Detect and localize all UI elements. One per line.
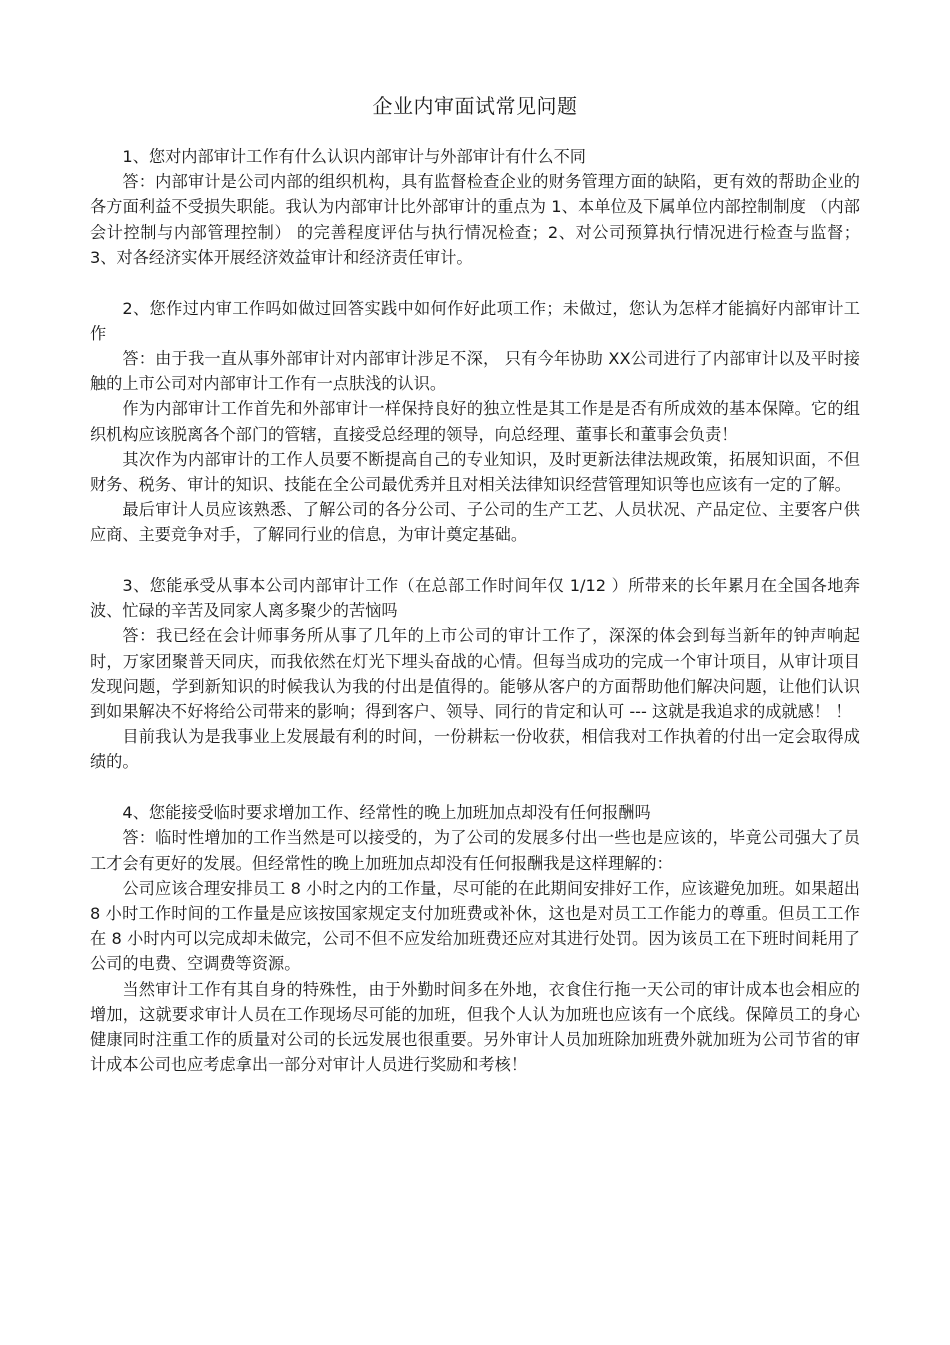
section-spacer [90,548,860,574]
answer-2-paragraph-2: 作为内部审计工作首先和外部审计一样保持良好的独立性是其工作是是否有所成效的基本保障。它的组织机构应该脱离各个部门的管辖，直接受总经理的领导，向总经理、董事长和董事会负责！ [90,399,860,444]
question-1: 1、您对内部审计工作有什么认识内部审计与外部审计有什么不同 [122,147,586,166]
document-title: 企业内审面试常见问题 [372,94,578,118]
answer-2-paragraph-3: 其次作为内部审计的工作人员要不断提高自己的专业知识，及时更新法律法规政策，拓展知识面，不但财务、税务、审计的知识、技能在全公司最优秀并且对相关法律知识经营管理知识等也应该有一定的了解。 [90,449,860,494]
answer-4-paragraph-3: 当然审计工作有其自身的特殊性，由于外勤时间多在外地，衣食住行拖一天公司的审计成本也会相应的增加，这就要求审计人员在工作现场尽可能的加班，但我个人认为加班也应该有一个底线。保障员工的身心健康同时注重工作的质量对公司的长远发展也很重要。另外审计人员加班除加班费外就加班为公司节省的审计成本公司也应考虑拿出一部分对审计人员进行奖励和考核！ [90,979,860,1075]
answer-3-paragraph-1: 答：我已经在会计师事务所从事了几年的上市公司的审计工作了，深深的体会到每当新年的钟声响起时，万家团聚普天同庆，而我依然在灯光下埋头奋战的心情。但每当成功的完成一个审计项目，从审计项目发现问题，学到新知识的时候我认为我的付出是值得的。能够从客户的方面帮助他们解决问题，让他们认识到如果解决不好将给公司带来的影响；得到客户、领导、同行的肯定和认可 --- 这就是我追求的成就感！ ！ [90,626,860,722]
answer-2-paragraph-1: 答：由于我一直从事外部审计对内部审计涉足不深， 只有今年协助 XX公司进行了内部审计以及平时接触的上市公司对内部审计工作有一点肤浅的认识。 [90,348,860,394]
answer-2-paragraph-4: 最后审计人员应该熟悉、了解公司的各分公司、子公司的生产工艺、人员状况、产品定位、主要客户供应商、主要竞争对手，了解同行业的信息，为审计奠定基础。 [90,500,860,545]
qa-section-3 [90,573,860,775]
question-2: 2、您作过内审工作吗如做过回答实践中如何作好此项工作；未做过，您认为怎样才能搞好内部审计工作 [90,298,860,343]
document-body [90,144,860,1077]
qa-section-2 [90,296,860,548]
question-3: 3、您能承受从事本公司内部审计工作（在总部工作时间年仅 1/12 ）所带来的长年累月在全国各地奔波、忙碌的辛苦及同家人离多聚少的苦恼吗 [90,576,860,621]
answer-1-paragraph-1: 答：内部审计是公司内部的组织机构，具有监督检查企业的财务管理方面的缺陷，更有效的帮助企业的各方面利益不受损失职能。我认为内部审计比外部审计的重点为 1、本单位及下属单位内部控制制度 （内部会计控制与内部管理控制） 的完善程度评估与执行情况检查；2、对公司预算执行情况进行检查与监督； 3、对各经济实体开展经济效益审计和经济责任审计。 [90,172,860,267]
question-4: 4、您能接受临时要求增加工作、经常性的晚上加班加点却没有任何报酬吗 [122,803,651,823]
section-spacer [90,775,860,801]
answer-4-paragraph-2: 公司应该合理安排员工 8 小时之内的工作量，尽可能的在此期间安排好工作，应该避免加班。如果超出 8 小时工作时间的工作量是应该按国家规定支付加班费或补休，这也是对员工工作能力的尊重。但员工工作在 8 小时内可以完成却未做完，公司不但不应发给加班费还应对其进行处罚。因为该员工在下班时间耗用了公司的电费、空调费等资源。 [90,878,860,974]
section-spacer [90,270,860,296]
answer-3-paragraph-2: 目前我认为是我事业上发展最有利的时间，一份耕耘一份收获，相信我对工作执着的付出一定会取得成绩的。 [90,727,860,772]
qa-section-4 [90,800,860,1077]
qa-section-1 [90,144,860,270]
answer-4-paragraph-1: 答：临时性增加的工作当然是可以接受的，为了公司的发展多付出一些也是应该的，毕竟公司强大了员工才会有更好的发展。但经常性的晚上加班加点却没有任何报酬我是这样理解的： [90,828,860,873]
